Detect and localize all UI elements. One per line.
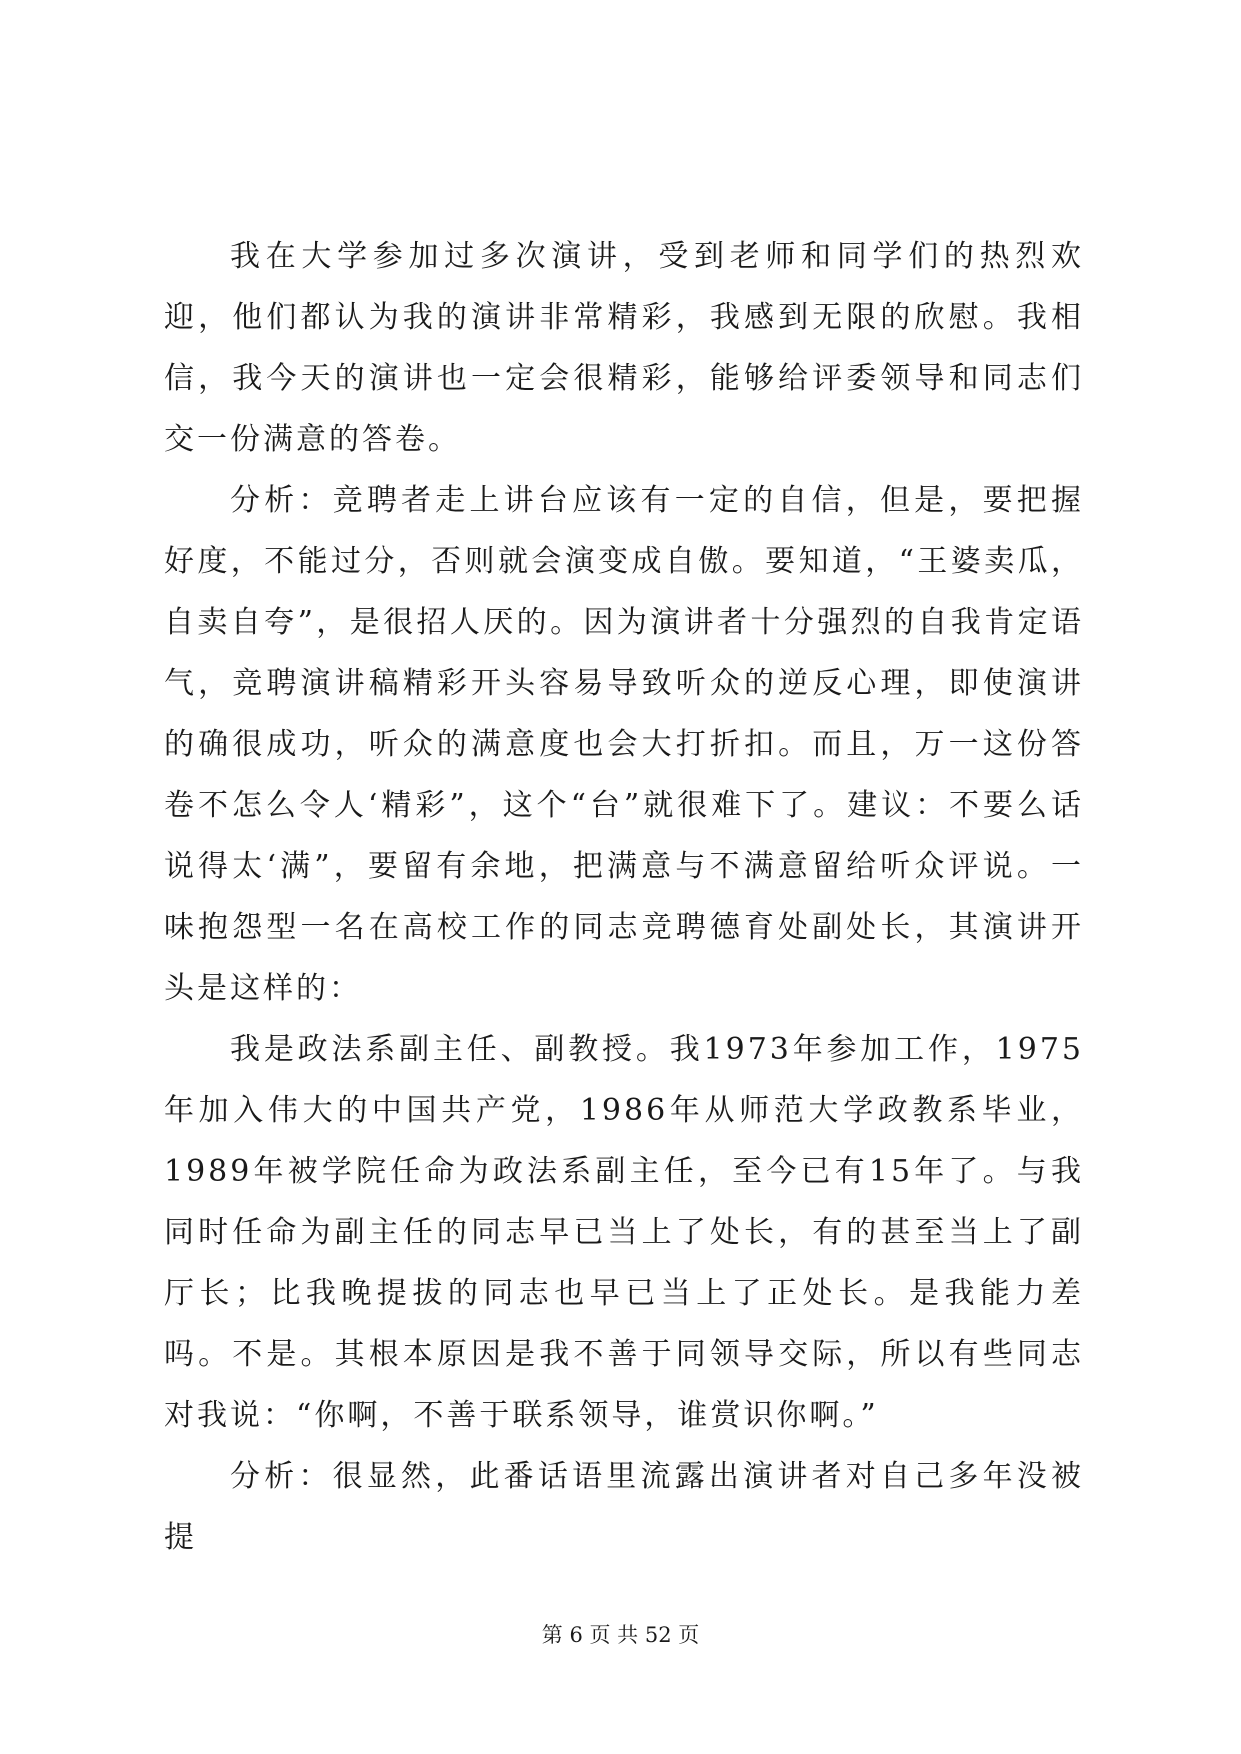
page-footer: 第 6 页 共 52 页 [541,1623,700,1647]
paragraph-1: 我在大学参加过多次演讲，受到老师和同学们的热烈欢迎，他们都认为我的演讲非常精彩，我感到无限的欣慰。我相信，我今天的演讲也一定会很精彩，能够给评委领导和同志们交一份满意的答卷。 [164,239,1084,457]
body-text [164,226,1084,1568]
paragraph-2: 分析：竞聘者走上讲台应该有一定的自信，但是，要把握好度，不能过分，否则就会演变成自傲。要知道，“王婆卖瓜，自卖自夸”，是很招人厌的。因为演讲者十分强烈的自我肯定语气，竞聘演讲稿精彩开头容易导致听众的逆反心理，即使演讲的确很成功，听众的满意度也会大打折扣。而且，万一这份答卷不怎么令人‘精彩”，这个“台”就很难下了。建议：不要么话说得太‘满”，要留有余地，把满意与不满意留给听众评说。一味抱怨型一名在高校工作的同志竞聘德育处副处长，其演讲开头是这样的： [164,483,1084,1006]
paragraph-3: 我是政法系副主任、副教授。我1973年参加工作，1975年加入伟大的中国共产党，1986年从师范大学政教系毕业，1989年被学院任命为政法系副主任，至今已有15年了。与我同时任命为副主任的同志早已当上了处长，有的甚至当上了副厅长；比我晚提拔的同志也早已当上了正处长。是我能力差吗。不是。其根本原因是我不善于同领导交际，所以有些同志对我说：“你啊，不善于联系领导，谁赏识你啊。” [164,1032,1084,1433]
paragraph-4: 分析：很显然，此番话语里流露出演讲者对自己多年没被提 [164,1459,1084,1555]
